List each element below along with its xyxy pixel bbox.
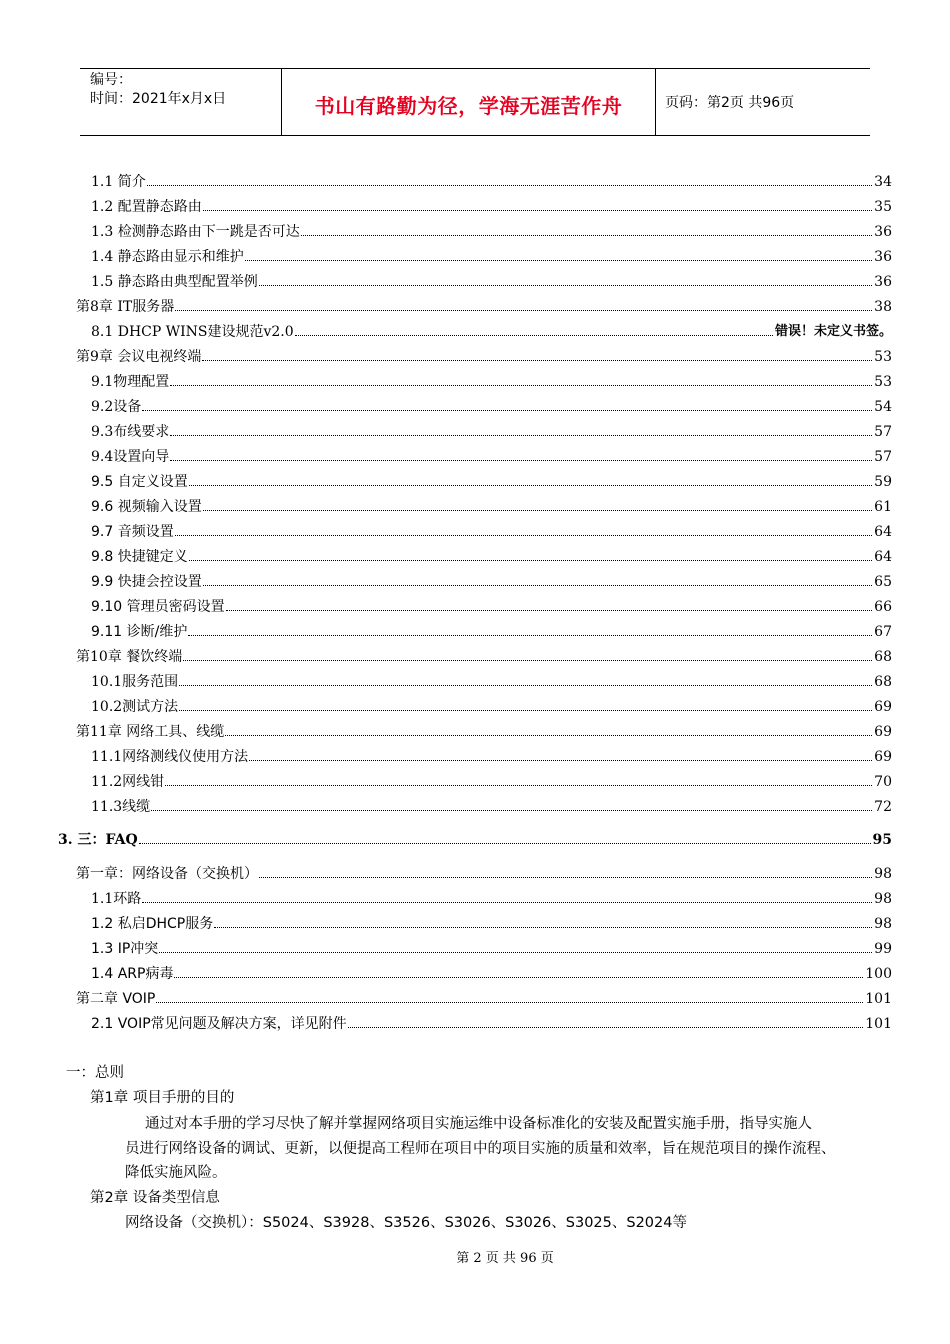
- toc-leader-dots: [170, 385, 872, 386]
- toc-entry-label: 1.1 简介: [91, 174, 146, 190]
- toc-leader-dots: [175, 310, 872, 311]
- toc-entry[interactable]: [91, 371, 892, 391]
- toc-entry-label: 第一章：网络设备（交换机）: [76, 866, 258, 882]
- toc-entry[interactable]: [91, 796, 892, 816]
- toc-leader-dots: [295, 335, 773, 336]
- toc-entry-label: 9.7 音频设置: [91, 524, 174, 540]
- toc-entry-page: 35: [874, 199, 892, 215]
- toc-entry-page: 59: [874, 474, 892, 490]
- toc-entry-label: 1.3 检测静态路由下一跳是否可达: [91, 224, 300, 240]
- toc-entry[interactable]: [76, 296, 892, 316]
- toc-entry-page: 98: [874, 866, 892, 882]
- toc-entry-page: 68: [874, 674, 892, 690]
- toc-entry[interactable]: [91, 1013, 892, 1033]
- toc-entry-label: 9.6 视频输入设置: [91, 499, 202, 515]
- toc-entry-label: 1.1环路: [91, 891, 142, 907]
- toc-entry-label: 1.2 配置静态路由: [91, 199, 202, 215]
- toc-entry-label: 第二章 VOIP: [76, 991, 156, 1007]
- toc-leader-dots: [175, 535, 872, 536]
- toc-entry-label: 9.2设备: [91, 399, 142, 415]
- toc-entry-label: 8.1 DHCP WINS建设规范v2.0: [91, 324, 294, 340]
- toc-entry[interactable]: [91, 771, 892, 791]
- toc-entry[interactable]: [91, 696, 892, 716]
- toc-entry[interactable]: [91, 746, 892, 766]
- toc-leader-dots: [179, 710, 872, 711]
- toc-entry-page: 36: [874, 274, 892, 290]
- toc-leader-dots: [142, 410, 872, 411]
- toc-entry[interactable]: [91, 471, 892, 491]
- toc-entry-label: 10.2测试方法: [91, 699, 179, 715]
- toc-leader-dots: [151, 810, 872, 811]
- toc-leader-dots: [170, 435, 872, 436]
- toc-leader-dots: [147, 185, 872, 186]
- toc-entry[interactable]: [91, 321, 892, 341]
- toc-entry-page: 70: [874, 774, 892, 790]
- toc-entry-label: 第9章 会议电视终端: [76, 349, 202, 365]
- toc-entry-label: 10.1服务范围: [91, 674, 179, 690]
- toc-entry-page: 98: [874, 916, 892, 932]
- toc-entry-page: 72: [874, 799, 892, 815]
- toc-leader-dots: [189, 485, 872, 486]
- toc-leader-dots: [189, 560, 872, 561]
- toc-entry-label: 9.4设置向导: [91, 449, 170, 465]
- toc-entry-label: 第11章 网络工具、线缆: [76, 724, 225, 740]
- toc-leader-dots: [174, 977, 863, 978]
- toc-leader-dots: [165, 785, 872, 786]
- paragraph-line: 通过对本手册的学习尽快了解并掌握网络项目实施运维中设备标准化的安装及配置实施手册，指导实施人: [145, 1116, 812, 1132]
- toc-leader-dots: [259, 285, 872, 286]
- chapter1-title: 第1章 项目手册的目的: [90, 1090, 235, 1106]
- header-page-label: 页码：第2页 共96页: [665, 95, 795, 111]
- toc-entry-page: 67: [874, 624, 892, 640]
- toc-entry-label: 1.3 IP冲突: [91, 941, 159, 957]
- toc-entry-label: 9.1物理配置: [91, 374, 170, 390]
- toc-entry-label: 1.5 静态路由典型配置举例: [91, 274, 258, 290]
- toc-entry-page: 68: [874, 649, 892, 665]
- toc-leader-dots: [139, 843, 871, 844]
- toc-entry[interactable]: [91, 671, 892, 691]
- toc-entry-page: 101: [865, 991, 892, 1007]
- toc-entry-label: 1.4 静态路由显示和维护: [91, 249, 244, 265]
- toc-leader-dots: [226, 610, 873, 611]
- toc-entry-page: 61: [874, 499, 892, 515]
- document-number-label: 编号：: [90, 72, 132, 88]
- toc-leader-dots: [170, 460, 872, 461]
- toc-entry-page: 69: [874, 749, 892, 765]
- toc-entry[interactable]: [91, 571, 892, 591]
- toc-leader-dots: [202, 360, 872, 361]
- section-title: 一：总则: [66, 1065, 124, 1081]
- toc-entry-page: 100: [865, 966, 892, 982]
- toc-entry-label: 9.9 快捷会控设置: [91, 574, 202, 590]
- document-time-label: 时间：2021年x月x日: [90, 91, 227, 107]
- toc-entry-page: 101: [865, 1016, 892, 1032]
- toc-leader-dots: [245, 260, 872, 261]
- toc-entry[interactable]: [91, 888, 892, 908]
- toc-leader-dots: [225, 735, 872, 736]
- toc-entry-page: 64: [874, 524, 892, 540]
- toc-entry[interactable]: [91, 246, 892, 266]
- toc-entry-page: 38: [874, 299, 892, 315]
- toc-entry-page: 57: [874, 449, 892, 465]
- toc-entry-page: 53: [874, 349, 892, 365]
- toc-entry-label: 9.3布线要求: [91, 424, 170, 440]
- toc-entry[interactable]: [91, 271, 892, 291]
- toc-entry[interactable]: [91, 171, 892, 191]
- toc-leader-dots: [159, 952, 872, 953]
- toc-leader-dots: [142, 902, 872, 903]
- toc-leader-dots: [203, 585, 872, 586]
- toc-entry-label: 9.10 管理员密码设置: [91, 599, 225, 615]
- toc-entry[interactable]: [76, 721, 892, 741]
- toc-entry-page: 69: [874, 724, 892, 740]
- header-left-cell: [80, 69, 282, 135]
- toc-entry-label: 2.1 VOIP常见问题及解决方案，详见附件: [91, 1016, 347, 1032]
- toc-entry-page: 34: [874, 174, 892, 190]
- toc-leader-dots: [188, 635, 872, 636]
- toc-entry-label: 1.4 ARP病毒: [91, 966, 174, 982]
- toc-entry[interactable]: [91, 596, 892, 616]
- toc-entry[interactable]: [91, 938, 892, 958]
- toc-entry-page: 98: [874, 891, 892, 907]
- chapter2-title: 第2章 设备类型信息: [90, 1190, 220, 1206]
- toc-entry[interactable]: [58, 829, 892, 849]
- paragraph-line: 降低实施风险。: [125, 1165, 227, 1181]
- toc-entry-label: 第10章 餐饮终端: [76, 649, 183, 665]
- toc-entry-page: 36: [874, 249, 892, 265]
- paragraph-line: 员进行网络设备的调试、更新，以便提高工程师在项目中的项目实施的质量和效率，旨在规范项目的操作流程、: [125, 1141, 836, 1157]
- toc-entry-label: 3. 三：FAQ: [58, 832, 138, 848]
- toc-entry-page: 99: [874, 941, 892, 957]
- toc-entry[interactable]: [91, 963, 892, 983]
- toc-entry[interactable]: [91, 221, 892, 241]
- toc-entry-label: 11.2网线钳: [91, 774, 165, 790]
- toc-leader-dots: [203, 210, 872, 211]
- page-header: [80, 68, 870, 136]
- toc-leader-dots: [156, 1002, 863, 1003]
- toc-entry[interactable]: [91, 196, 892, 216]
- toc-leader-dots: [183, 660, 872, 661]
- toc-entry[interactable]: [91, 546, 892, 566]
- toc-entry[interactable]: [91, 621, 892, 641]
- toc-entry[interactable]: [91, 396, 892, 416]
- toc-entry-page: 66: [874, 599, 892, 615]
- toc-entry-page: 69: [874, 699, 892, 715]
- toc-entry[interactable]: [76, 346, 892, 366]
- toc-entry[interactable]: [76, 863, 892, 883]
- toc-entry-label: 9.8 快捷键定义: [91, 549, 188, 565]
- toc-entry-page: 错误！未定义书签。: [774, 324, 892, 339]
- toc-entry-label: 第8章 IT服务器: [76, 299, 175, 315]
- toc-entry[interactable]: [91, 421, 892, 441]
- toc-entry-page: 57: [874, 424, 892, 440]
- header-motto: 书山有路勤为径，学海无涯苦作舟: [282, 69, 656, 135]
- toc-leader-dots: [179, 685, 872, 686]
- toc-leader-dots: [259, 877, 872, 878]
- toc-leader-dots: [214, 927, 872, 928]
- toc-entry[interactable]: [91, 496, 892, 516]
- toc-entry-label: 9.11 诊断/维护: [91, 624, 188, 640]
- toc-leader-dots: [301, 235, 872, 236]
- toc-entry[interactable]: [91, 446, 892, 466]
- toc-entry[interactable]: [91, 913, 892, 933]
- toc-entry-page: 53: [874, 374, 892, 390]
- toc-leader-dots: [203, 510, 872, 511]
- toc-entry-page: 64: [874, 549, 892, 565]
- page-footer: 第 2 页 共 96 页: [456, 1251, 554, 1266]
- toc-entry-label: 11.1网络测线仪使用方法: [91, 749, 249, 765]
- toc-entry-label: 9.5 自定义设置: [91, 474, 188, 490]
- toc-leader-dots: [348, 1027, 864, 1028]
- toc-entry-label: 11.3线缆: [91, 799, 151, 815]
- toc-entry-label: 1.2 私启DHCP服务: [91, 916, 214, 932]
- toc-entry[interactable]: [91, 521, 892, 541]
- device-list-line: 网络设备（交换机）：S5024、S3928、S3526、S3026、S3026、S3025、S2024等: [125, 1215, 687, 1231]
- toc-entry[interactable]: [76, 646, 892, 666]
- toc-entry-page: 36: [874, 224, 892, 240]
- toc-entry-page: 54: [874, 399, 892, 415]
- toc-entry-page: 95: [872, 832, 892, 848]
- toc-leader-dots: [249, 760, 872, 761]
- toc-entry-page: 65: [874, 574, 892, 590]
- toc-entry[interactable]: [76, 988, 892, 1008]
